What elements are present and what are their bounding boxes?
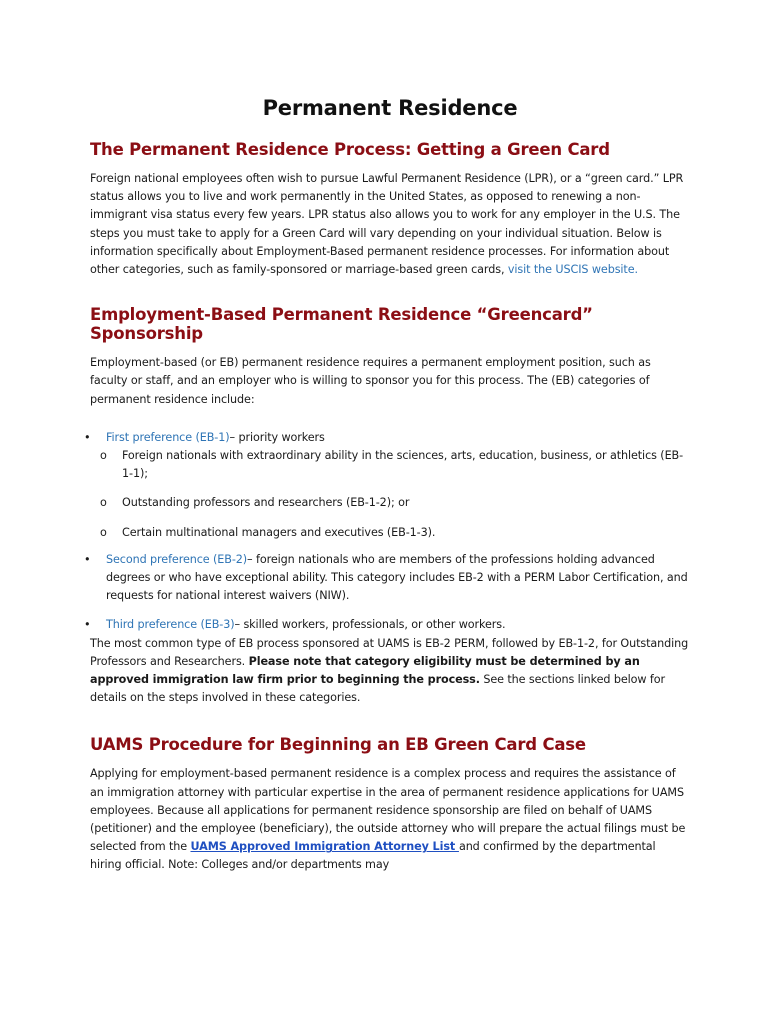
eb2-link[interactable]: Second preference (EB-2) bbox=[106, 552, 248, 566]
uams-procedure-pre: Applying for employment-based permanent residence is a complex process and requires the assistance of an immigration attorney with particular expertise in the area of permanent residence applications for UAMS employees. Because all applications for permanent residence sponsorship are filed on behalf of UAMS (petitioner) and the employee (beneficiary), the outside attorney who will prepare the actual filings must be selected from the bbox=[90, 767, 686, 854]
green-card-process-text: Foreign national employees often wish to pursue Lawful Permanent Residence (LPR), or a “green card.” LPR status allows you to live and work permanently in the United States, as opposed to renewing a non-immigrant visa status every few years. LPR status also allows you to work for any employer in the U.S. The steps you must take to apply for a Green Card will vary depending on your individual situation. Below is information specifically about Employment-Based permanent residence processes. For information about other categories, such as family-sponsored or marriage-based green cards, bbox=[90, 172, 684, 277]
list-item-eb1 bbox=[84, 429, 690, 542]
section-heading-eb-sponsorship: Employment-Based Permanent Residence “Greencard” Sponsorship bbox=[90, 305, 593, 344]
eb1-2-text: Outstanding professors and researchers (EB-1-2); or bbox=[122, 496, 410, 510]
uams-procedure-text bbox=[90, 765, 690, 874]
bullet-icon: • bbox=[84, 430, 91, 444]
section-uams-procedure bbox=[90, 735, 690, 874]
list-item-eb1-3 bbox=[100, 524, 690, 542]
eb1-3-text: Certain multinational managers and executives (EB-1-3). bbox=[122, 525, 436, 539]
eb1-1-text: Foreign nationals with extraordinary ability in the sciences, arts, education, business, or athletics (EB-1-1); bbox=[122, 449, 684, 481]
eb-closing-post: See the sections linked below for details on the steps involved in these categories. bbox=[90, 673, 666, 705]
page-title: Permanent Residence bbox=[262, 96, 518, 120]
eb3-text: – skilled workers, professionals, or other workers. bbox=[234, 618, 506, 632]
bullet-icon: • bbox=[84, 618, 91, 632]
eb1-text: – priority workers bbox=[229, 430, 325, 444]
eb3-link[interactable]: Third preference (EB-3) bbox=[106, 618, 235, 632]
list-item-eb3 bbox=[84, 616, 690, 634]
section-green-card-process bbox=[90, 140, 690, 279]
list-item-eb1-2 bbox=[100, 494, 690, 512]
list-item-eb2 bbox=[84, 551, 690, 606]
eb-categories-list bbox=[84, 429, 690, 635]
section-heading-uams-procedure: UAMS Procedure for Beginning an EB Green Card Case bbox=[90, 735, 586, 755]
eb1-sublist bbox=[100, 447, 690, 542]
eb2-text: – foreign nationals who are members of the professions holding advanced degrees or who have exceptional ability. This category includes EB-2 with a PERM Labor Certification, and requests for national interest waivers (NIW). bbox=[106, 552, 688, 603]
section-heading-green-card-process: The Permanent Residence Process: Getting a Green Card bbox=[90, 140, 610, 159]
sub-bullet-icon: o bbox=[100, 496, 107, 510]
section-body-green-card-process bbox=[90, 170, 690, 279]
uams-procedure-post: and confirmed by the departmental hiring official. Note: Colleges and/or departments may bbox=[90, 840, 656, 872]
uscis-website-link[interactable]: visit the USCIS website. bbox=[507, 263, 638, 277]
section-eb-sponsorship bbox=[84, 305, 690, 707]
eb1-link[interactable]: First preference (EB-1) bbox=[106, 430, 230, 444]
eb-intro-text: Employment-based (or EB) permanent residence requires a permanent employment position, such as faculty or staff, and an employer who is willing to sponsor you for this process. The (EB) categories of permanent residence include: bbox=[90, 356, 651, 406]
bullet-icon: • bbox=[84, 552, 91, 566]
eb-closing-pre: The most common type of EB process sponsored at UAMS is EB-2 PERM, followed by EB-1-2, for Outstanding Professors and Researchers. bbox=[90, 636, 689, 668]
attorney-list-link[interactable]: UAMS Approved Immigration Attorney List bbox=[190, 840, 459, 854]
eb-closing-text bbox=[90, 635, 690, 708]
sub-bullet-icon: o bbox=[100, 525, 107, 539]
document-content bbox=[84, 96, 690, 875]
sub-bullet-icon: o bbox=[100, 449, 107, 463]
eb-closing-bold: Please note that category eligibility must be determined by an approved immigration law firm prior to beginning the process. bbox=[90, 654, 640, 687]
list-item-eb1-1 bbox=[100, 447, 690, 483]
